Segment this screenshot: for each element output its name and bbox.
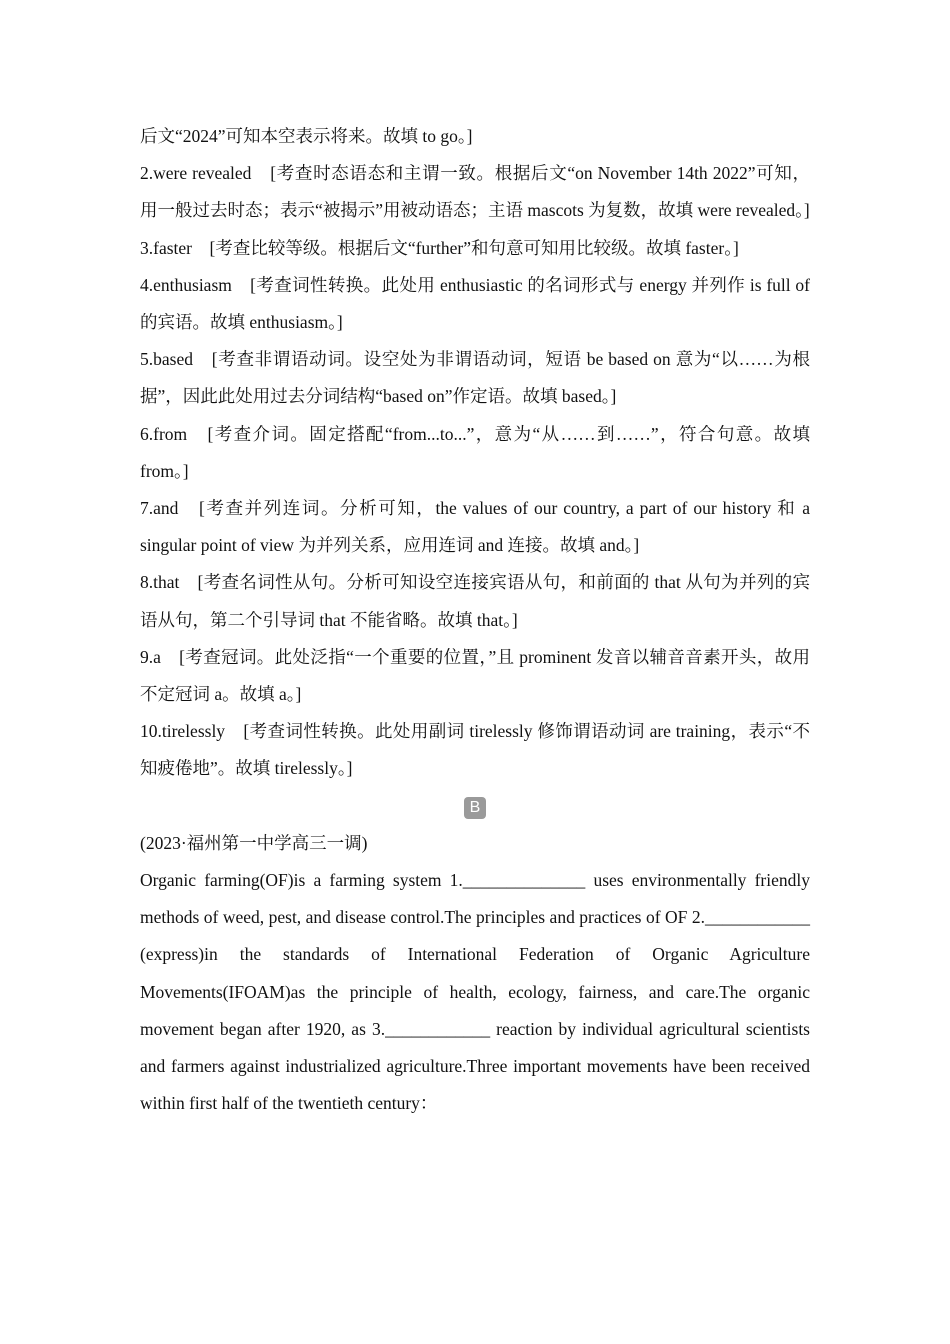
section-badge: B <box>464 797 486 819</box>
answer-item-6: 6.from [考查介词。固定搭配“from...to...”，意为“从……到……”，符合句意。故填 from。] <box>140 423 810 481</box>
answer-item-8: 8.that [考查名词性从句。分析可知设空连接宾语从句，和前面的 that 从句为并列的宾语从句，第二个引导词 that 不能省略。故填 that。] <box>140 572 810 630</box>
passage-text: Organic farming(OF)is a farming system 1.______________ uses environmentally friendly methods of weed, pest, and disease control.The principles and practices of OF 2.____________ (express)in the standards of International Federation of Organic Agriculture Movements(IFOAM)as the principle of health, ecology, fairness, and care.The organic movement began after 1920, as 3.____________ reaction by individual agricultural scientists and farmers against industrialized agriculture.Three important movements have been received within first half of the twentieth century： <box>140 870 810 1114</box>
document-page <box>140 118 810 1122</box>
answer-item-2: 2.were revealed [考查时态语态和主谓一致。根据后文“on November 14th 2022”可知，用一般过去时态；表示“被揭示”用被动语态；主语 mascots 为复数，故填 were revealed。] <box>140 163 810 221</box>
answer-item-7: 7.and [考查并列连词。分析可知，the values of our country, a part of our history 和 a singular point of view 为并列关系，应用连词 and 连接。故填 and。] <box>140 498 810 556</box>
answer-line-1-continuation: 后文“2024”可知本空表示将来。故填 to go。] <box>140 126 473 146</box>
section-badge-row <box>140 788 810 825</box>
answer-item-9: 9.a [考查冠词。此处泛指“一个重要的位置，”且 prominent 发音以辅音音素开头，故用不定冠词 a。故填 a。] <box>140 646 810 705</box>
answer-item-3: 3.faster [考查比较等级。根据后文“further”和句意可知用比较级。故填 faster。] <box>140 237 739 258</box>
answer-item-4: 4.enthusiasm [考查词性转换。此处用 enthusiastic 的名词形式与 energy 并列作 is full of 的宾语。故填 enthusiasm。] <box>140 274 810 333</box>
answer-item-10: 10.tirelessly [考查词性转换。此处用副词 tirelessly 修饰谓语动词 are training，表示“不知疲倦地”。故填 tirelessly。] <box>140 721 810 779</box>
answer-item-5: 5.based [考查非谓语动词。设空处为非谓语动词，短语 be based on 意为“以……为根据”，因此此处用过去分词结构“based on”作定语。故填 based。] <box>140 349 810 407</box>
passage-source: (2023·福州第一中学高三一调) <box>140 832 368 853</box>
